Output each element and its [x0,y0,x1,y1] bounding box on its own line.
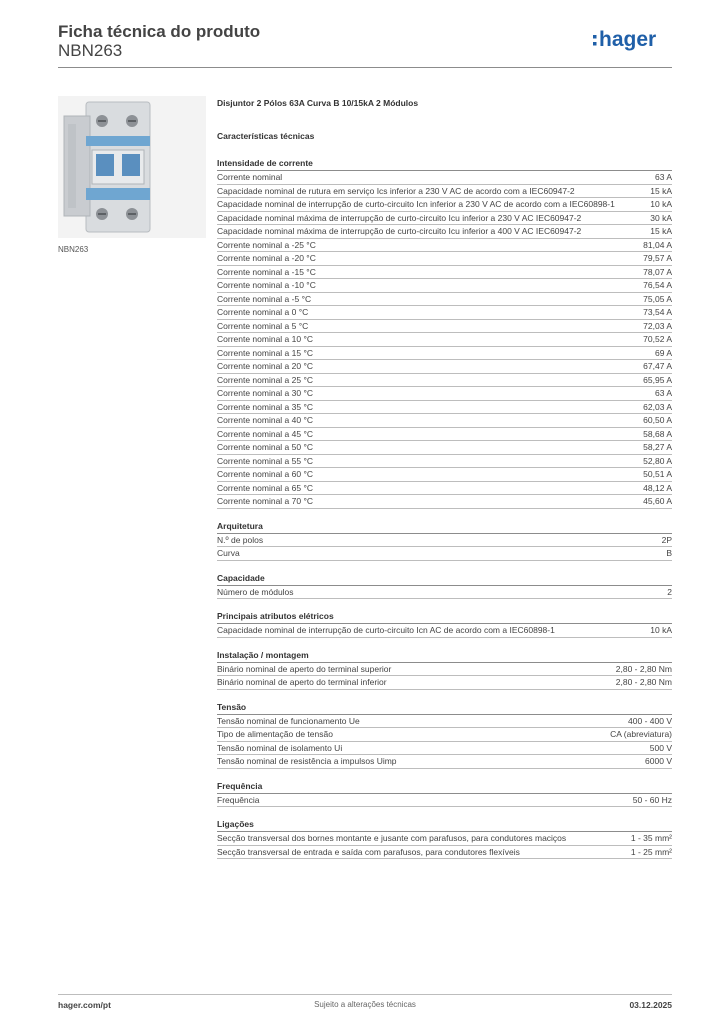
section-title: Tensão [217,700,672,715]
spec-value: 50,51 A [643,469,672,479]
spec-value: 52,80 A [643,455,672,466]
spec-value: 400 - 400 V [628,715,672,726]
spec-value: 72,03 A [643,320,672,331]
spec-row [217,387,672,401]
spec-label: Binário nominal de aperto do terminal inferior [217,677,387,687]
spec-label: Corrente nominal a 0 °C [217,307,309,317]
spec-row [217,794,672,808]
spec-value: 67,47 A [643,361,672,371]
image-caption: NBN263 [58,245,89,254]
spec-value: 58,68 A [643,428,672,439]
spec-row [217,333,672,347]
spec-label: Corrente nominal a 50 °C [217,442,314,452]
spec-value: 76,54 A [643,280,672,290]
footer-website[interactable]: hager.com/pt [58,1000,111,1010]
section-title: Ligações [217,817,672,832]
spec-label: Corrente nominal a 65 °C [217,482,314,493]
spec-row [217,185,672,199]
spec-row [217,468,672,482]
spec-label: Corrente nominal a 10 °C [217,334,314,344]
spec-value: 65,95 A [643,374,672,385]
features-title: Características técnicas [217,131,315,141]
spec-label: Capacidade nominal máxima de interrupção de curto-circuito Icu inferior a 400 V AC IEC60947-2 [217,226,582,236]
footer-notice: Sujeito a alterações técnicas [314,1000,416,1009]
spec-value: 63 A [654,172,672,182]
spec-label: Capacidade nominal de interrupção de curto-circuito Icn inferior a 230 V AC de acordo com a IEC60898-1 [217,199,615,209]
spec-label: Corrente nominal a 25 °C [217,374,314,385]
spec-value: 48,12 A [643,482,672,493]
spec-label: Secção transversal de entrada e saída com parafusos, para condutores flexíveis [217,846,520,857]
spec-row [217,414,672,428]
section-title: Instalação / montagem [217,648,672,663]
spec-label: Corrente nominal a 70 °C [217,496,314,506]
spec-section [217,779,672,808]
page-header [58,20,672,68]
spec-value: 62,03 A [643,401,672,412]
spec-value: 2,80 - 2,80 Nm [615,677,672,687]
spec-row [217,360,672,374]
spec-row [217,547,672,561]
spec-row [217,728,672,742]
spec-value: 10 kA [650,199,672,209]
spec-label: Corrente nominal a -15 °C [217,266,316,277]
spec-value: 69 A [654,347,672,358]
spec-value: 78,07 A [643,266,672,277]
spec-value: 58,27 A [643,442,672,452]
spec-label: Número de módulos [217,586,294,597]
spec-label: Capacidade nominal de interrupção de curto-circuito Icn AC de acordo com a IEC60898-1 [217,625,555,635]
spec-row [217,534,672,548]
spec-value: 81,04 A [643,239,672,250]
spec-row [217,482,672,496]
spec-value: 79,57 A [643,253,672,263]
spec-label: Curva [217,548,240,558]
section-title: Intensidade de corrente [217,156,672,171]
section-title: Capacidade [217,571,672,586]
spec-row [217,347,672,361]
spec-section [217,817,672,859]
hager-logo [592,26,672,52]
spec-row [217,171,672,185]
spec-value: 2,80 - 2,80 Nm [615,663,672,674]
spec-row [217,266,672,280]
section-title: Principais atributos elétricos [217,609,672,624]
spec-value: 15 kA [650,226,672,236]
spec-label: Corrente nominal a -10 °C [217,280,316,290]
spec-row [217,495,672,509]
spec-row [217,306,672,320]
spec-row [217,198,672,212]
page-footer [58,994,672,1015]
spec-value: 50 - 60 Hz [632,794,672,805]
spec-row [217,374,672,388]
spec-row [217,742,672,756]
logo-text: hager [599,28,657,51]
spec-value: 2P [661,534,672,545]
product-code: NBN263 [58,41,123,60]
spec-label: Corrente nominal a 30 °C [217,388,314,398]
spec-row [217,715,672,729]
spec-row [217,832,672,846]
spec-value: 500 V [649,742,672,753]
spec-sections [217,156,672,859]
spec-value: 10 kA [650,625,672,635]
spec-label: Corrente nominal a 55 °C [217,455,314,466]
spec-row [217,279,672,293]
spec-label: Corrente nominal a -5 °C [217,293,312,304]
spec-label: Corrente nominal a -20 °C [217,253,316,263]
spec-row [217,624,672,638]
spec-value: 15 kA [650,185,672,196]
spec-label: Corrente nominal a 40 °C [217,415,314,425]
spec-value: 45,60 A [643,496,672,506]
spec-row [217,663,672,677]
spec-value: CA (abreviatura) [610,729,672,739]
spec-section [217,700,672,769]
spec-label: Tensão nominal de resistência a impulsos Uimp [217,756,397,766]
spec-row [217,252,672,266]
spec-section [217,571,672,600]
spec-value: 63 A [654,388,672,398]
spec-value: 70,52 A [643,334,672,344]
spec-section [217,519,672,561]
spec-label: Frequência [217,794,260,805]
spec-value: B [666,548,672,558]
spec-value: 73,54 A [643,307,672,317]
spec-content [217,96,672,859]
spec-label: Corrente nominal a 5 °C [217,320,309,331]
spec-label: Tipo de alimentação de tensão [217,729,333,739]
spec-row [217,225,672,239]
spec-label: Corrente nominal a 35 °C [217,401,314,412]
spec-label: Binário nominal de aperto do terminal superior [217,663,392,674]
spec-row [217,401,672,415]
section-title: Arquitetura [217,519,672,534]
spec-label: Corrente nominal a 60 °C [217,469,314,479]
spec-value: 2 [667,586,672,597]
spec-label: Corrente nominal a 20 °C [217,361,314,371]
spec-label: Corrente nominal a -25 °C [217,239,316,250]
page-title: Ficha técnica do produto [58,22,261,41]
spec-label: Corrente nominal a 45 °C [217,428,314,439]
spec-value: 60,50 A [643,415,672,425]
spec-value: 30 kA [650,212,672,223]
section-title: Frequência [217,779,672,794]
spec-row [217,846,672,860]
spec-row [217,676,672,690]
spec-section [217,609,672,638]
spec-label: Secção transversal dos bornes montante e jusante com parafusos, para condutores maciços [217,833,567,843]
spec-label: Capacidade nominal máxima de interrupção de curto-circuito Icu inferior a 230 V AC IEC60947-2 [217,212,582,223]
spec-label: Tensão nominal de funcionamento Ue [217,715,360,726]
spec-label: Tensão nominal de isolamento Ui [217,742,343,753]
spec-value: 1 - 25 mm² [630,846,672,857]
spec-row [217,755,672,769]
spec-row [217,455,672,469]
spec-row [217,428,672,442]
spec-row [217,293,672,307]
product-image [58,96,206,238]
spec-section [217,156,672,509]
spec-label: Corrente nominal a 15 °C [217,347,314,358]
spec-row [217,320,672,334]
spec-row [217,212,672,226]
spec-row [217,239,672,253]
spec-row [217,441,672,455]
spec-label: Capacidade nominal de rutura em serviço Ics inferior a 230 V AC de acordo com a IEC60947-2 [217,185,575,196]
spec-section [217,648,672,690]
spec-value: 6000 V [645,756,672,766]
spec-row [217,586,672,600]
spec-value: 1 - 35 mm² [630,833,672,843]
spec-value: 75,05 A [643,293,672,304]
spec-label: Corrente nominal [217,172,283,182]
product-description: Disjuntor 2 Pólos 63A Curva B 10/15kA 2 Módulos [217,98,419,108]
footer-date: 03.12.2025 [629,1000,672,1010]
header-divider [58,67,672,68]
spec-label: N.º de polos [217,534,264,545]
